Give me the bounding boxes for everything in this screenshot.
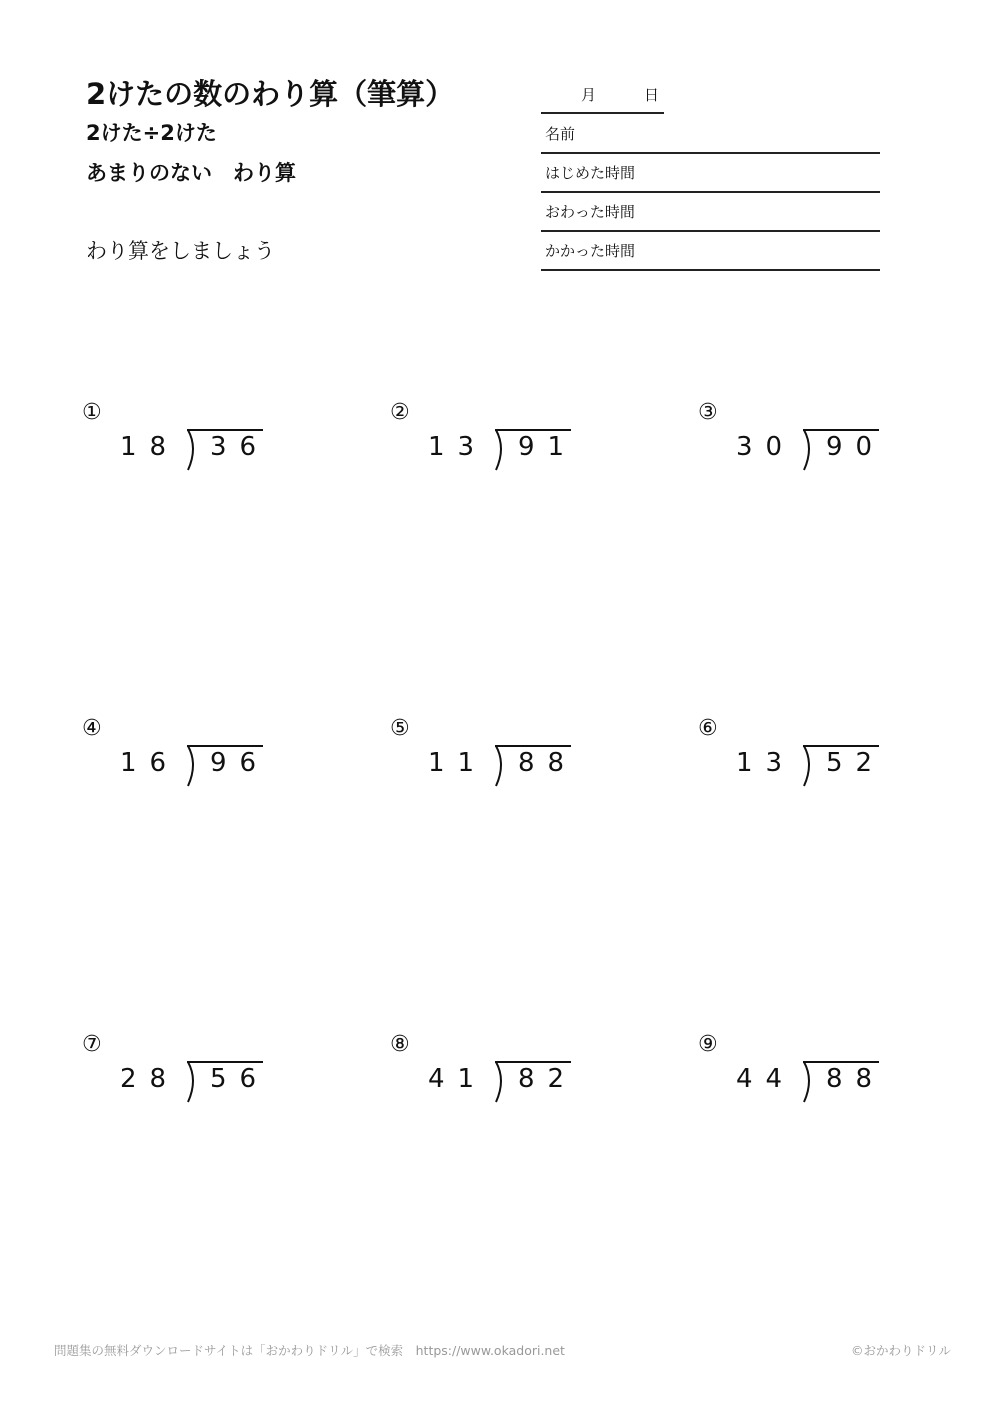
day-label: 日 xyxy=(644,86,660,104)
division-bar xyxy=(495,429,571,431)
divisor: 13 xyxy=(428,432,488,462)
dividend: 82 xyxy=(518,1064,578,1094)
elapsed-time-label: かかった時間 xyxy=(545,242,636,260)
name-field[interactable] xyxy=(541,114,880,154)
dividend: 36 xyxy=(210,432,270,462)
problem xyxy=(82,400,286,480)
divisor: 18 xyxy=(120,432,180,462)
start-time-label: はじめた時間 xyxy=(545,164,636,182)
elapsed-time-field[interactable] xyxy=(541,231,880,271)
division-bar xyxy=(803,429,879,431)
problem xyxy=(390,1032,594,1112)
footer-note: 問題集の無料ダウンロードサイトは「おかわりドリル」で検索 https://www.okadori.net xyxy=(54,1343,565,1358)
problem xyxy=(698,1032,902,1112)
problem-number: ① xyxy=(82,400,102,425)
divisor: 30 xyxy=(736,432,796,462)
divisor: 16 xyxy=(120,748,180,778)
problem-number: ② xyxy=(390,400,410,425)
page-subtitle: 2けた÷2けた xyxy=(86,121,217,145)
divisor: 28 xyxy=(120,1064,180,1094)
problem-number: ⑥ xyxy=(698,716,718,741)
date-field[interactable] xyxy=(541,84,664,114)
month-label: 月 xyxy=(581,86,597,104)
name-label: 名前 xyxy=(545,125,576,143)
dividend: 90 xyxy=(826,432,886,462)
page-title: 2けたの数のわり算（筆算） xyxy=(86,77,455,111)
problem xyxy=(82,716,286,796)
division-bar xyxy=(495,1061,571,1063)
divisor: 13 xyxy=(736,748,796,778)
dividend: 56 xyxy=(210,1064,270,1094)
instruction-text: わり算をしましょう xyxy=(86,239,275,263)
problem xyxy=(390,716,594,796)
dividend: 88 xyxy=(518,748,578,778)
dividend: 96 xyxy=(210,748,270,778)
problem xyxy=(390,400,594,480)
divisor: 41 xyxy=(428,1064,488,1094)
division-bar xyxy=(803,1061,879,1063)
problem-number: ④ xyxy=(82,716,102,741)
dividend: 91 xyxy=(518,432,578,462)
end-time-field[interactable] xyxy=(541,192,880,232)
division-bar xyxy=(495,745,571,747)
problem xyxy=(698,716,902,796)
problem-number: ⑧ xyxy=(390,1032,410,1057)
divisor: 11 xyxy=(428,748,488,778)
divisor: 44 xyxy=(736,1064,796,1094)
problem-number: ⑨ xyxy=(698,1032,718,1057)
problem-number: ③ xyxy=(698,400,718,425)
dividend: 88 xyxy=(826,1064,886,1094)
division-bar xyxy=(187,745,263,747)
page-subtitle-secondary: あまりのない わり算 xyxy=(86,161,296,185)
problem-number: ⑦ xyxy=(82,1032,102,1057)
end-time-label: おわった時間 xyxy=(545,203,635,221)
dividend: 52 xyxy=(826,748,886,778)
division-bar xyxy=(187,1061,263,1063)
footer-copyright: ©おかわりドリル xyxy=(851,1343,952,1358)
problem-number: ⑤ xyxy=(390,716,410,741)
problem xyxy=(698,400,902,480)
start-time-field[interactable] xyxy=(541,153,880,193)
problem xyxy=(82,1032,286,1112)
division-bar xyxy=(187,429,263,431)
division-bar xyxy=(803,745,879,747)
